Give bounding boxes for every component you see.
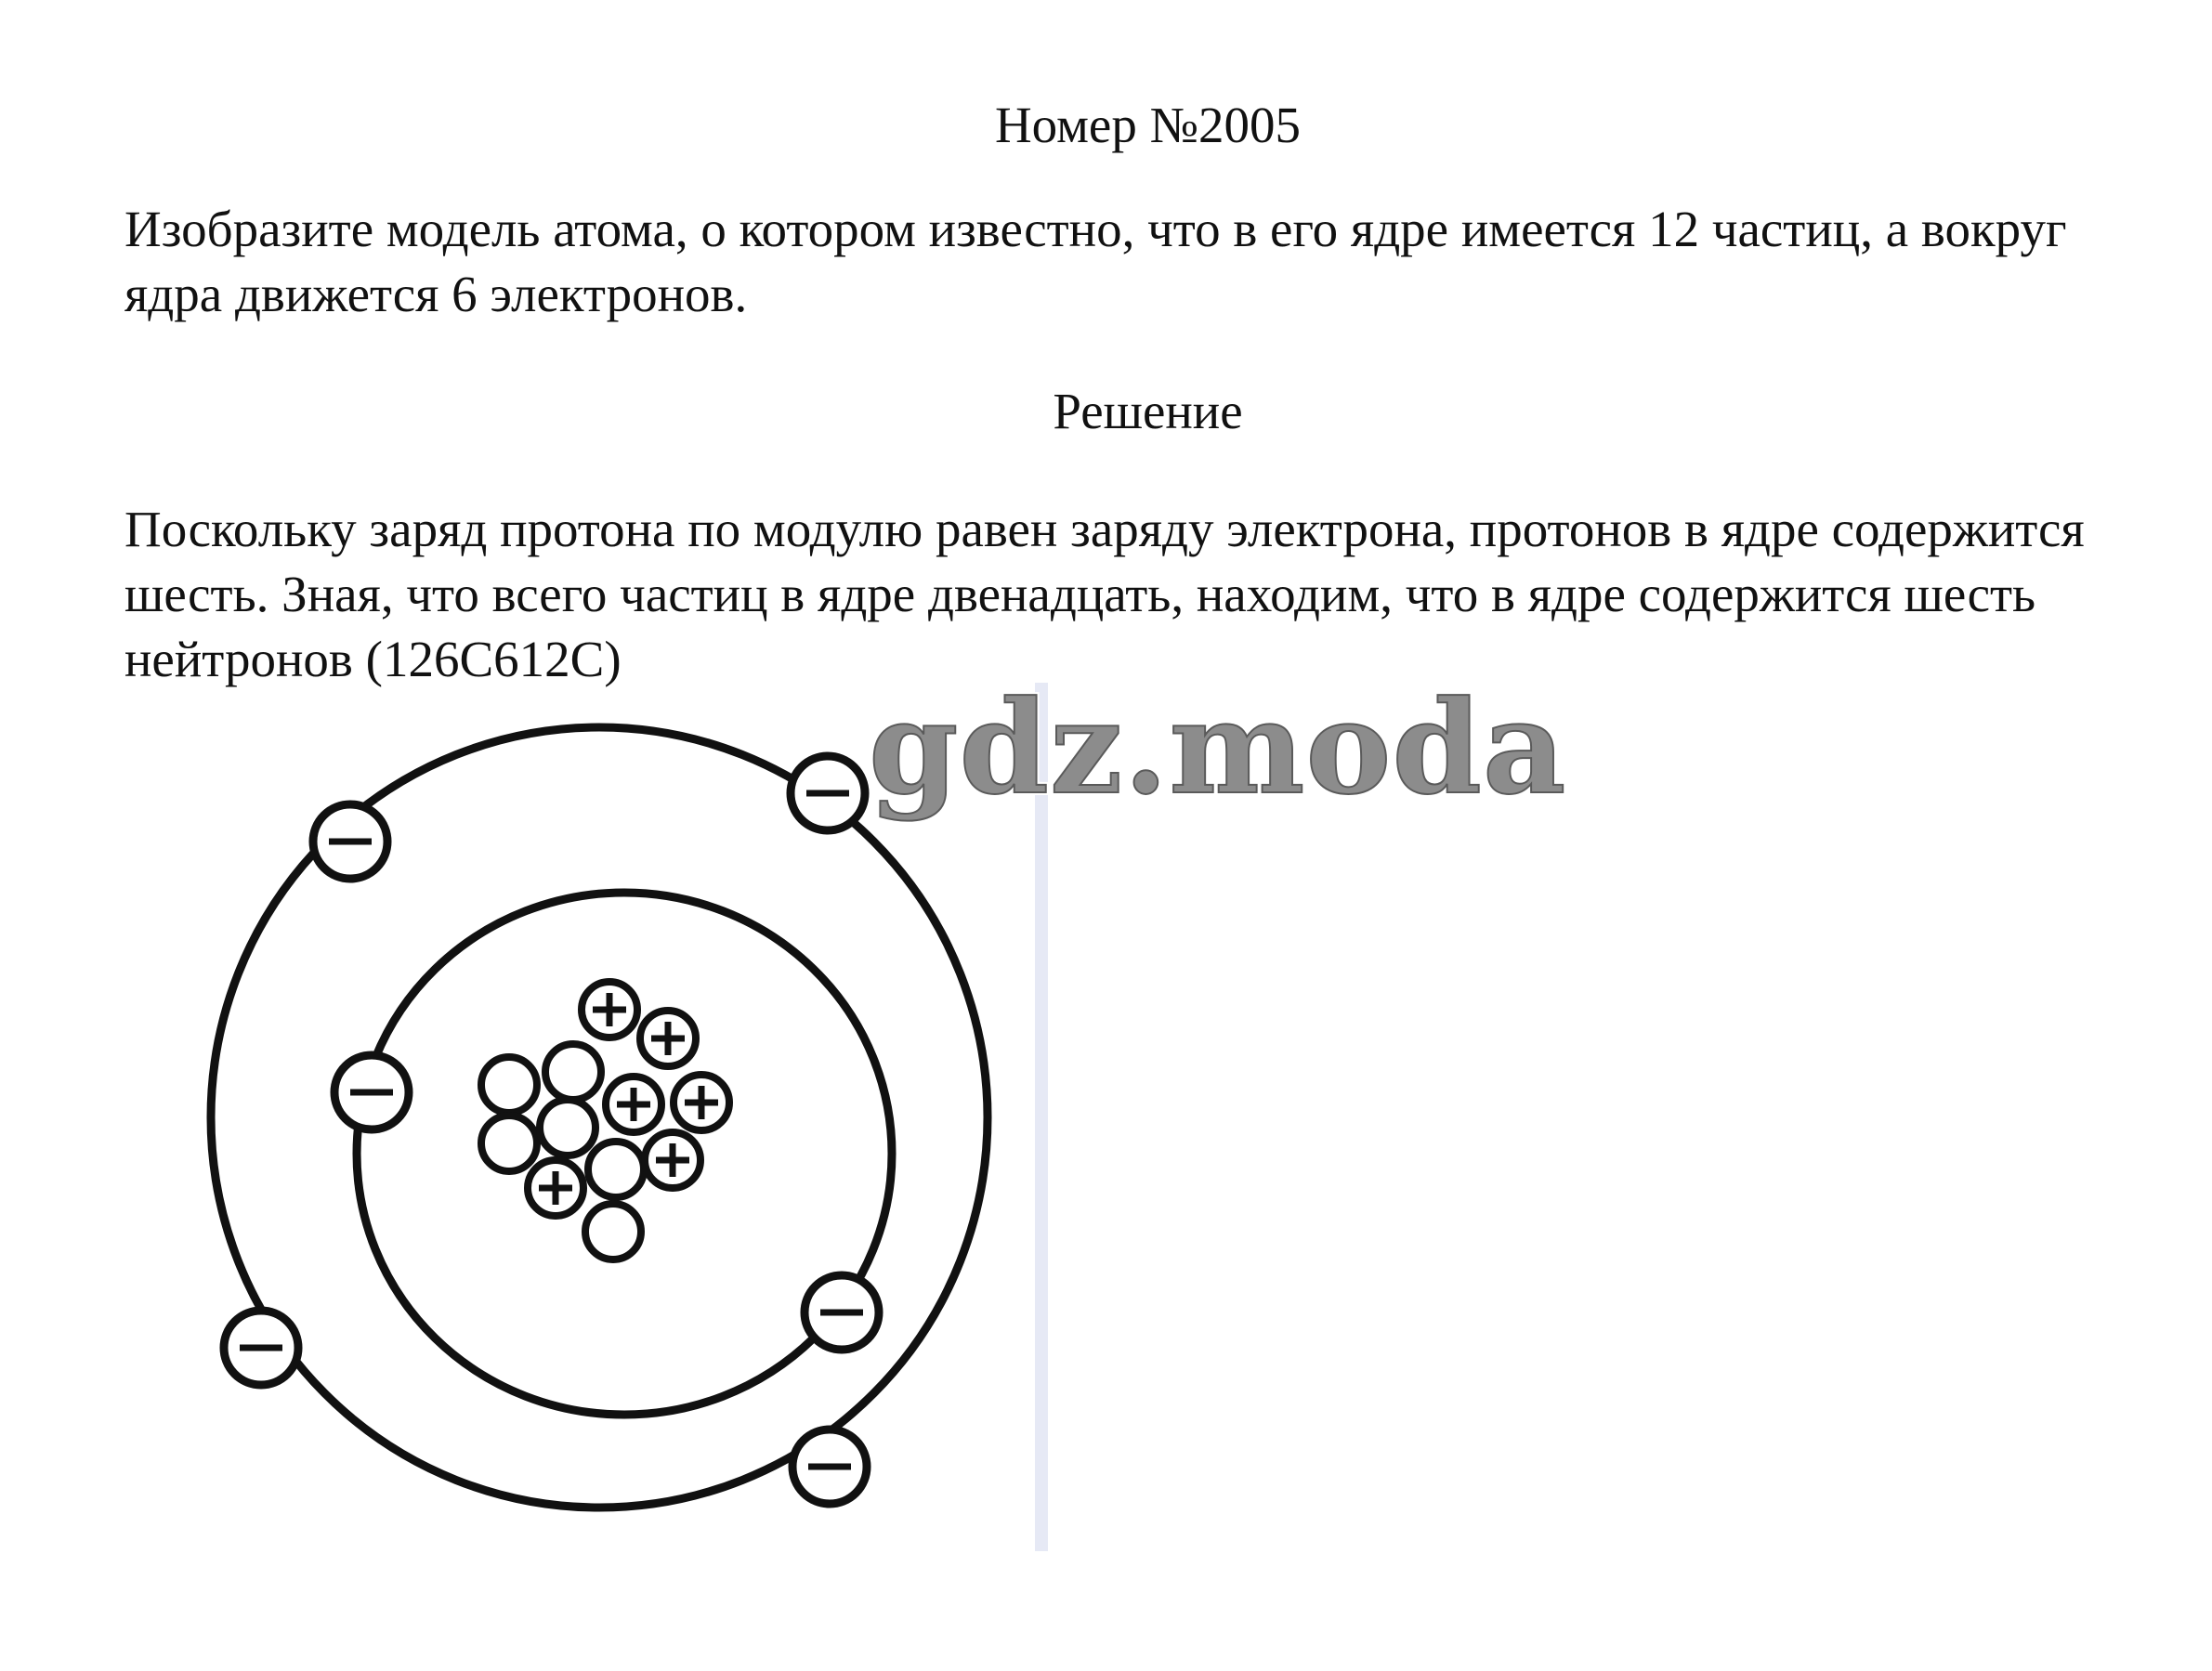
neutron (481, 1116, 537, 1171)
neutron (481, 1057, 537, 1113)
proton (640, 1011, 696, 1066)
electron (224, 1311, 298, 1385)
task-text: Изобразите модель атома, о котором известно, что в его ядре имеется 12 частиц, а вокруг ядра движется 6 электронов. (124, 201, 2067, 322)
electron (791, 756, 865, 830)
proton (645, 1132, 700, 1188)
electron (792, 1429, 867, 1504)
watermark-logo: gdz.moda (869, 672, 1567, 823)
proton (582, 982, 637, 1038)
problem-title: Номер №2005 (994, 97, 1302, 153)
solution-heading: Решение (1053, 383, 1243, 439)
neutron (585, 1204, 641, 1260)
electron (313, 804, 387, 879)
electron (805, 1275, 879, 1350)
proton (674, 1075, 729, 1130)
proton (606, 1077, 661, 1132)
proton (528, 1160, 583, 1216)
neutron (588, 1142, 644, 1197)
neutron (540, 1100, 596, 1155)
electron (334, 1055, 409, 1129)
solution-text: Поскольку заряд протона по модулю равен заряду электрона, протонов в ядре содержится шесть. Зная, что всего частиц в ядре двенадцать, находим, что в ядре содержится шесть нейтронов (126C612C) (124, 501, 2085, 687)
neutron (545, 1044, 601, 1100)
